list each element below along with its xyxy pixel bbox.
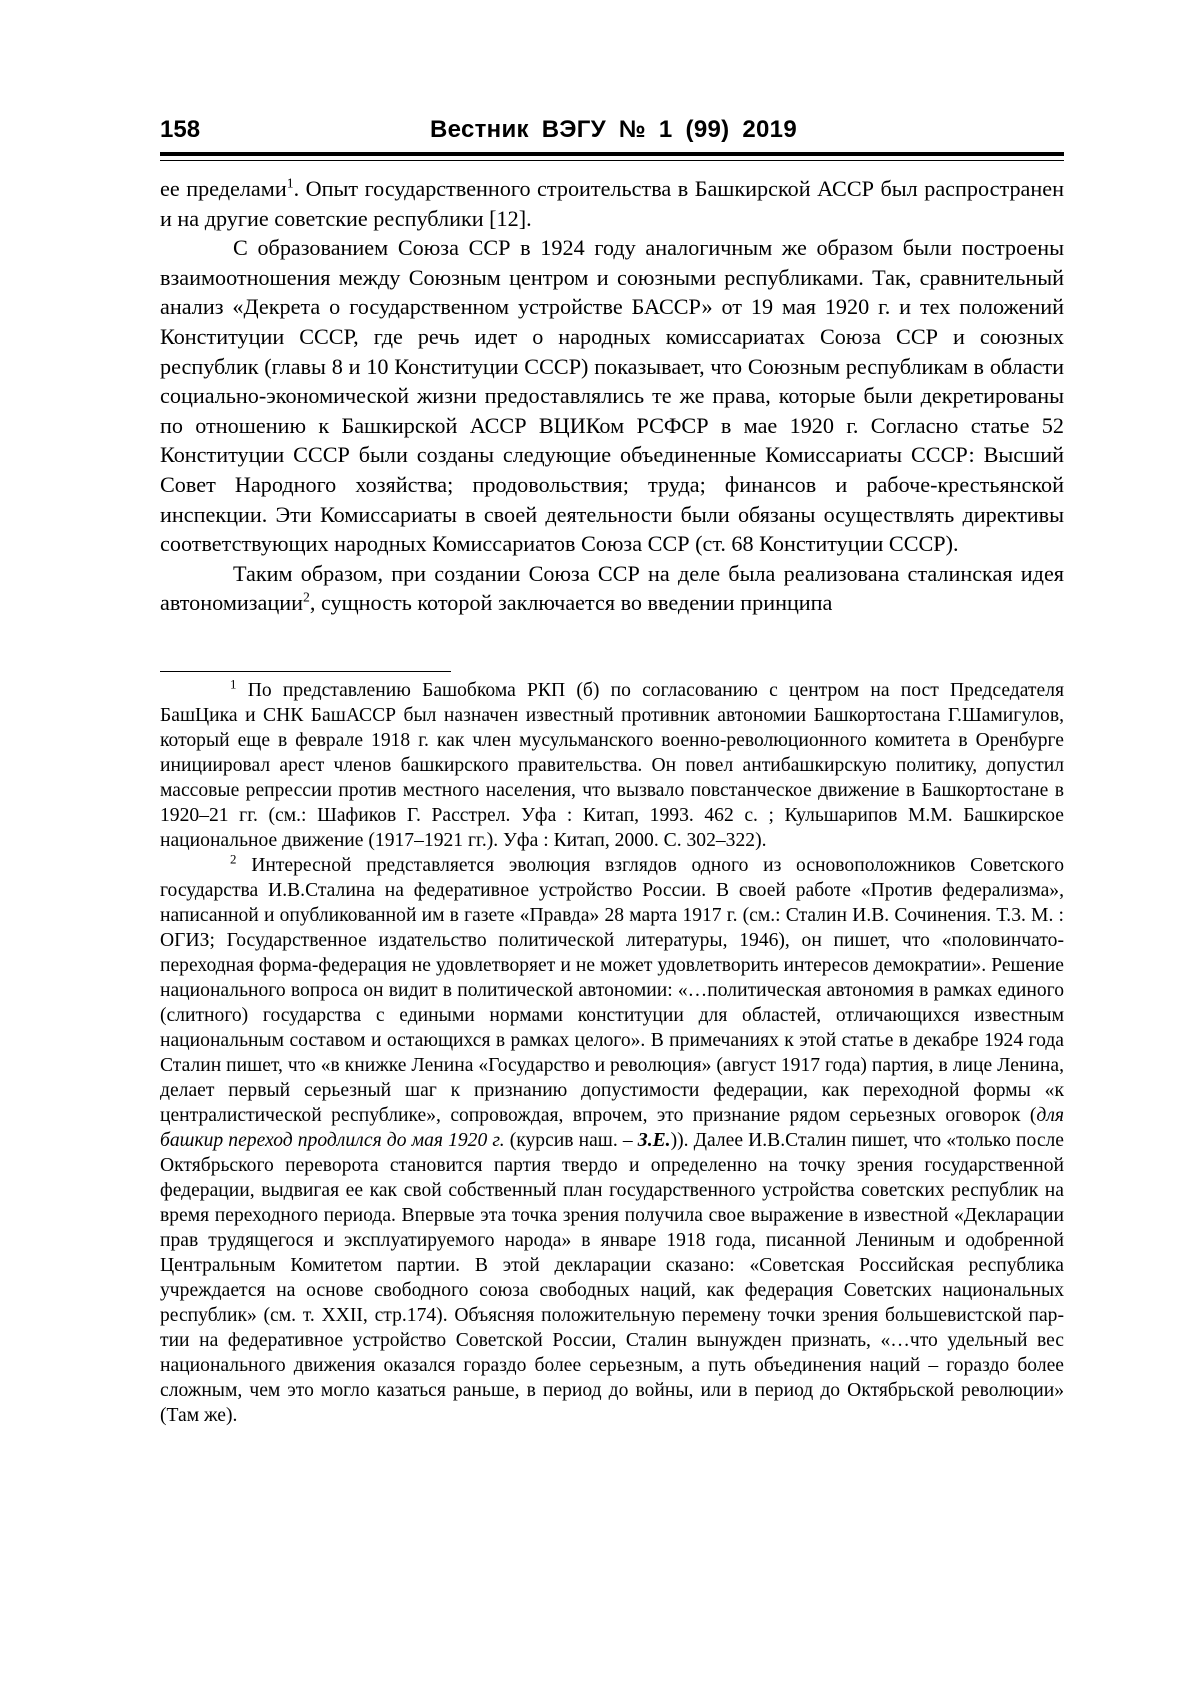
footnote-1-text: По представлению Башобкома РКП (б) по согласованию с центром на пост Председателя БашЦика и СНК БашАССР был назначен известный противник автономии Башкортостана Г.Шамигулов, который еще в феврале 1918 г. как член мусульманского военно-революционного комитета в Оренбурге инициировал арест членов башкирского правительства. Он повел антибашкирскую политику, допустил массовые репрессии против местного населения, что вызвало повстанческое движение в Башкортостане в 1920–21 гг. (см.: Шафиков Г. Расстрел. Уфа : Китап, 1993. 462 с. ; Кульшарипов М.М. Башкирское национальное движение (1917–1921 гг.). Уфа : Китап, 2000. С. 302–322). [160,680,1064,851]
journal-title: Вестник ВЭГУ № 1 (99) 2019 [430,116,797,143]
footnote-2-mark: 2 [230,851,237,867]
footnote-1-mark: 1 [230,676,237,692]
paragraph-2: С образованием Союза ССР в 1924 году аналогичным же образом были построены взаимоотношения между Союзным центром и союзными республиками. Так, сравнительный анализ «Декрета о государственном устройстве БАССР» от 19 мая 1920 г. и тех положений Конституции СССР, где речь идет о народных комиссариатах Союза ССР и союзных республик (главы 8 и 10 Конституции СССР) показывает, что Союзным республикам в области социально-экономической жизни предоставлялись те же права, которые были декретированы по отношению к Башкирской АССР ВЦИКом РСФСР в мае 1920 г. Согласно статье 52 Конституции СССР были созданы следующие объединенные Комиссариаты СССР: Высший Совет Народного хозяйства; продовольствия; труда; финансов и рабоче-крестьянской инспекции. Эти Комиссариаты в своей деятельности были обязаны осуществлять директивы соответствующих народных Комиссариатов Союза ССР (ст. 68 Конституции СССР). [160,235,1064,557]
footnote-1 [160,678,1064,853]
footnote-ref-2: 2 [302,589,310,605]
footnote-ref-1: 1 [286,175,294,191]
author-initials: З.Е. [637,1130,671,1151]
header-rule-thin [160,160,1064,161]
page-number: 158 [160,116,201,143]
main-text [160,174,1064,618]
italic-remark: для башкир переход продлился до мая 1920 г. [160,1105,1064,1151]
paragraph-1: ее пределами$^1$. Опыт государственного строительства в Башкирской АССР был распространен и на другие советские республики [12]. [160,175,1064,231]
running-header [160,116,1064,146]
footnotes [160,678,1064,1428]
header-rule-thick [160,152,1064,156]
footnote-2: $^2$ Интересной представляется эволюция взглядов одного из основоположников Советского государства И.В.Сталина на федеративное устройство России. В своей работе «Против федерализма», написанной и опубликованной им в газете «Правда» 28 марта 1917 г. (см.: Сталин И.В. Сочинения. Т.3. М. : ОГИЗ; Государственное издательство политической литературы, 1946), он пишет, что «половинчато-переходная форма-федерация не удовлетворяет и не может удовлетворить интересов демократии». Решение национального вопроса он видит в политической автономии: «…политическая автономия в рамках единого (слитного) государства с едиными нормами конституции для областей, отличающихся известным национальным составом и остающихся в рамках целого». В примечаниях к этой статье в декабре 1924 года Сталин пишет, что «в книжке Ленина «Государство и революция» (август 1917 года) партия, в лице Ленина, делает первый серьезный шаг к признанию допустимости федерации, как переходной формы «к централистической республике», сопровождая, впрочем, это признание рядом серьезных оговорок (для башкир переход продлился до мая 1920 г. (курсив наш. – З.Е.)). Далее И.В.Сталин пишет, что «только после Октябрьского переворота становится партия твердо и определенно на точку зрения государственной федерации, выдвигая ее как свой собственный план государственного устройства советских республик на время переходного периода. Впервые эта точка зрения получила свое выражение в известной «Декларации прав трудящегося и эксплуатируемого народа» в январе 1918 года, писанной Лениным и одобренной Центральным Комитетом партии. В этой декларации сказано: «Советская Российская республика учреждается на основе свободного союза свободных наций, как федерация Советских национальных республик» (см. т. XXII, стр.174). Объясняя положительную перемену точки зрения большевистской партии на федеративное устройство Советской России, Сталин вынужден признать, «…что удельный вес национального движения оказался гораздо более серьезным, а путь объединения наций – гораздо более сложным, чем это могло казаться раньше, в период до войны, или в период до Октябрьской революции» (Там же). [160,851,1065,1426]
footnote-separator [160,671,451,672]
paragraph-3: Таким образом, при создании Союза ССР на деле была реализована сталинская идея автономизации$^2$, сущность которой заключается во введении принципа [160,560,1064,616]
